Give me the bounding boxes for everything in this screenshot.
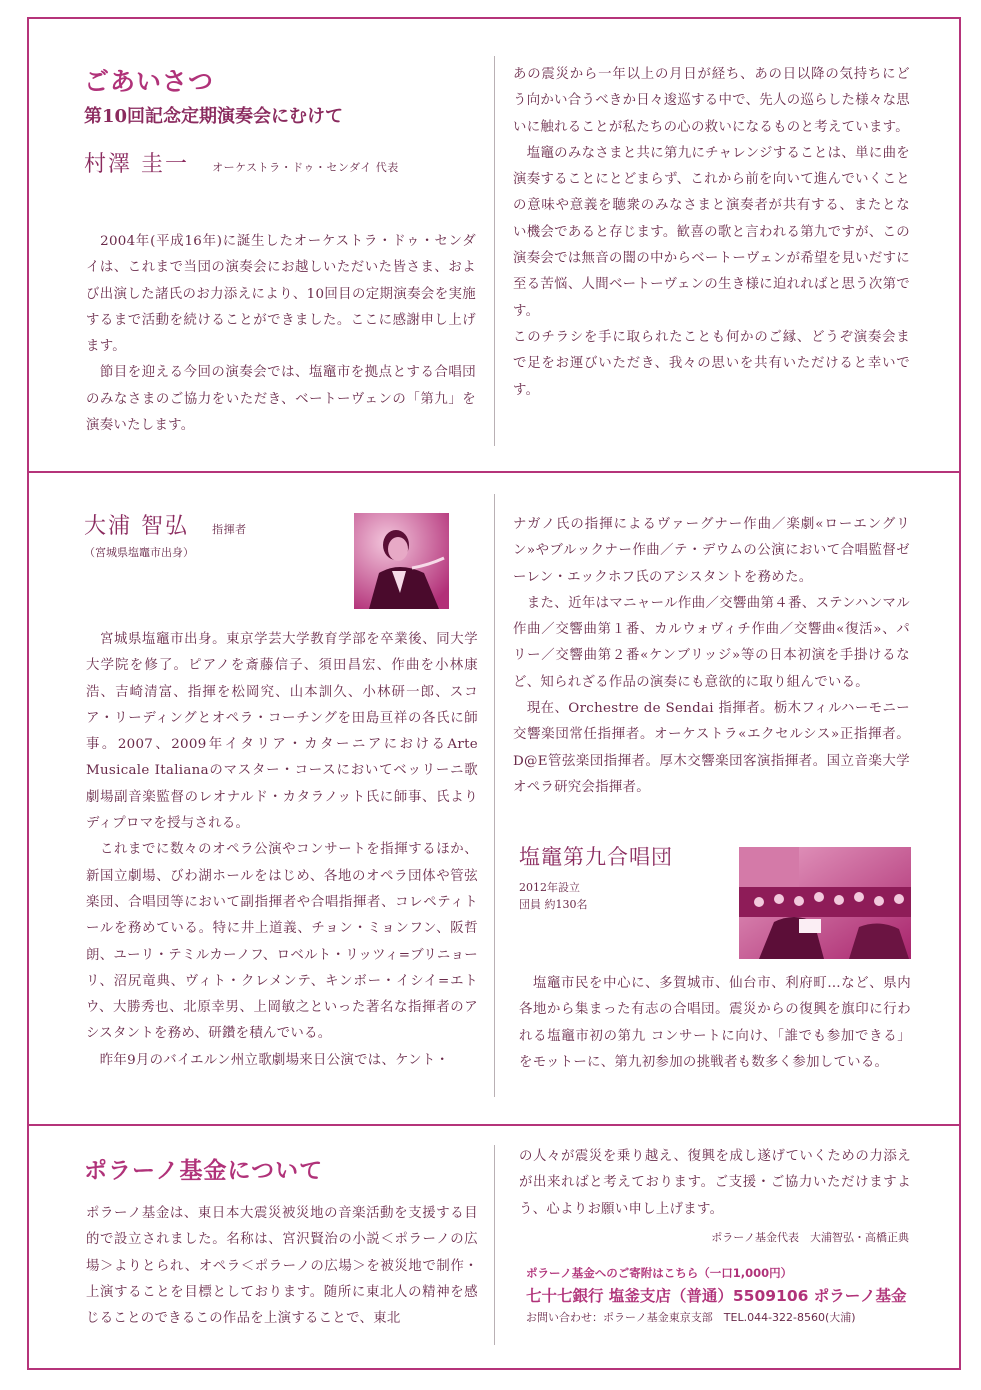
column-divider-conductor <box>494 494 495 1097</box>
fund-donation-heading: ポラーノ基金へのご寄附はこちら（一口1,000円） <box>526 1266 793 1280</box>
conductor-right-text <box>513 512 910 801</box>
greeting-author-role: オーケストラ・ドゥ・センダイ 代表 <box>212 161 399 174</box>
section-divider-1 <box>29 471 959 473</box>
greeting-author <box>84 147 484 178</box>
fund-left-text <box>86 1201 478 1332</box>
greeting-right-paragraph: 塩竈のみなさまと共に第九にチャレンジすることは、単に曲を演奏することにとどまらず、これから前を向いて進んでいくことの意味や意義を聴衆のみなさまと演奏者が共有する、またとない機会であると存じます。歓喜の歌と言われる第九ですが、この演奏会では無音の闇の中からベートーヴェンが希望を見いだすに至る苦悩、人間ベートーヴェンの生き様に迫れればと思う次第です。 <box>513 145 910 319</box>
fund-left-paragraph: ポラーノ基金は、東日本大震災被災地の音楽活動を支援する目的で設立されました。名称は、宮沢賢治の小説＜ポラーノの広場＞よりとられ、オペラ＜ポラーノの広場＞を被災地で制作・上演することを目標としております。随所に東北人の精神を感じることのできるこの作品を上演することで、東北 <box>86 1206 478 1327</box>
section-divider-2 <box>29 1124 959 1126</box>
conductor-role: 指揮者 <box>212 523 247 536</box>
conductor-photo <box>354 513 449 609</box>
choir-text <box>519 971 911 1076</box>
fund-bank-account: 七十七銀行 塩釜支店（普通）5509106 ポラーノ基金 <box>526 1287 907 1305</box>
choir-photo <box>739 847 911 959</box>
choir-members: 団員 約130名 <box>519 898 588 911</box>
conductor-left-text <box>86 627 478 1074</box>
column-divider-fund <box>494 1145 495 1345</box>
greeting-left-paragraph: 2004年(平成16年)に誕生したオーケストラ・ドゥ・センダイは、これまで当団の演奏会にお越しいただいた皆さま、および出演した諸氏のお力添えにより、10回目の定期演奏会を実施するまで活動を続けることができました。ここに感謝申し上げます。 <box>86 234 476 355</box>
choir-name: 塩竈第九合唱団 <box>519 845 673 869</box>
choir-photo-image <box>739 847 911 959</box>
conductor-left-paragraph: 宮城県塩竈市出身。東京学芸大学教育学部を卒業後、同大学大学院を修了。ピアノを斎藤信子、須田昌宏、作曲を小林康浩、吉崎清富、指揮を松岡究、山本訓久、小林研一郎、スコア・リーディングとオペラ・コーチングを田島亘祥の各氏に師事。2007、2009年イタリア・カターニアにおけるArte Musicale Italianaのマスター・コースにおいてベッリーニ歌劇場副音楽監督のレオナルド・カタラノット氏に師事、氏よりディプロマを授与される。 <box>86 632 478 832</box>
fund-right-paragraph: の人々が震災を乗り越え、復興を成し遂げていくための力添えが出来ればと考えております。ご支援・ご協力いただけますよう、心よりお願い申し上げます。 <box>519 1149 911 1217</box>
conductor-name: 大浦 智弘 <box>84 514 189 539</box>
greeting-right-paragraph: このチラシを手に取られたことも何かのご縁、どうぞ演奏会まで足をお運びいただき、我々の思いを共有いただけると幸いです。 <box>513 329 910 398</box>
fund-title: ポラーノ基金について <box>84 1157 324 1184</box>
greeting-right-paragraph: あの震災から一年以上の月日が経ち、あの日以降の気持ちにどう向かい合うべきか日々逡巡する中で、先人の巡らした様々な思いに触れることが私たちの心の救いになるものと考えています。 <box>513 67 910 135</box>
conductor-right-paragraph: 現在、Orchestre de Sendai 指揮者。栃木フィルハーモニー交響楽団常任指揮者。オーケストラ«エクセルシス»正指揮者。D@E管弦楽団指揮者。厚木交響楽団客演指揮者。国立音楽大学オペラ研究会指揮者。 <box>513 701 910 795</box>
page-frame <box>27 17 961 1370</box>
conductor-right-paragraph: また、近年はマニャール作曲／交響曲第４番、ステンハンマル作曲／交響曲第１番、カルウォヴィチ作曲／交響曲«復活»、パリー／交響曲第２番«ケンブリッジ»等の日本初演を手掛けるなど、知られざる作品の演奏にも意欲的に取り組んでいる。 <box>513 595 910 690</box>
greeting-subtitle: 第10回記念定期演奏会にむけて <box>84 106 344 127</box>
fund-right-text <box>519 1144 911 1223</box>
fund-contact: お問い合わせ：ポラーノ基金東京支部 TEL.044-322-8560(大浦) <box>526 1311 856 1324</box>
choir-founded: 2012年設立 <box>519 881 580 894</box>
greeting-author-name: 村澤 圭一 <box>84 152 189 177</box>
greeting-left-paragraph: 節目を迎える今回の演奏会では、塩竈市を拠点とする合唱団のみなさまのご協力をいただき、ベートーヴェンの「第九」を演奏いたします。 <box>86 365 476 434</box>
conductor-photo-image <box>354 513 449 609</box>
greeting-title: ごあいさつ <box>84 67 215 96</box>
conductor-right-paragraph: ナガノ氏の指揮によるヴァーグナー作曲／楽劇«ローエングリン»やブルックナー作曲／テ・デウムの公演において合唱監督ゼーレン・エックホフ氏のアシスタントを務めた。 <box>513 517 910 585</box>
column-divider-greeting <box>494 56 495 446</box>
conductor-left-paragraph: これまでに数々のオペラ公演やコンサートを指揮するほか、新国立劇場、びわ湖ホールをはじめ、各地のオペラ団体や管弦楽団、合唱団等において副指揮者や合唱指揮者、コレペティトールを務めている。特に井上道義、チョン・ミョンフン、阪哲朗、ユーリ・テミルカーノフ、ロベルト・リッツィ=ブリニョーリ、沼尻竜典、ヴィト・クレメンテ、キンボー・イシイ=エトウ、大勝秀也、北原幸男、上岡敏之といった著名な指揮者のアシスタントを務め、研鑽を積んでいる。 <box>86 842 478 1042</box>
greeting-header <box>84 67 484 178</box>
conductor-header <box>84 509 384 561</box>
greeting-right-text <box>513 62 910 404</box>
fund-signature: ポラーノ基金代表 大浦智弘・高橋正典 <box>711 1231 909 1244</box>
conductor-origin: （宮城県塩竈市出身） <box>84 546 194 559</box>
greeting-left-text <box>86 229 476 439</box>
conductor-left-paragraph: 昨年9月のバイエルン州立歌劇場来日公演では、ケント・ <box>86 1052 450 1068</box>
choir-header <box>519 841 729 913</box>
choir-paragraph: 塩竈市民を中心に、多賀城市、仙台市、利府町…など、県内各地から集まった有志の合唱団。震災からの復興を旗印に行われる塩竈市初の第九 コンサートに向け、「誰でも参加できる」をモットーに、第九初参加の挑戦者も数多く参加している。 <box>519 976 911 1070</box>
